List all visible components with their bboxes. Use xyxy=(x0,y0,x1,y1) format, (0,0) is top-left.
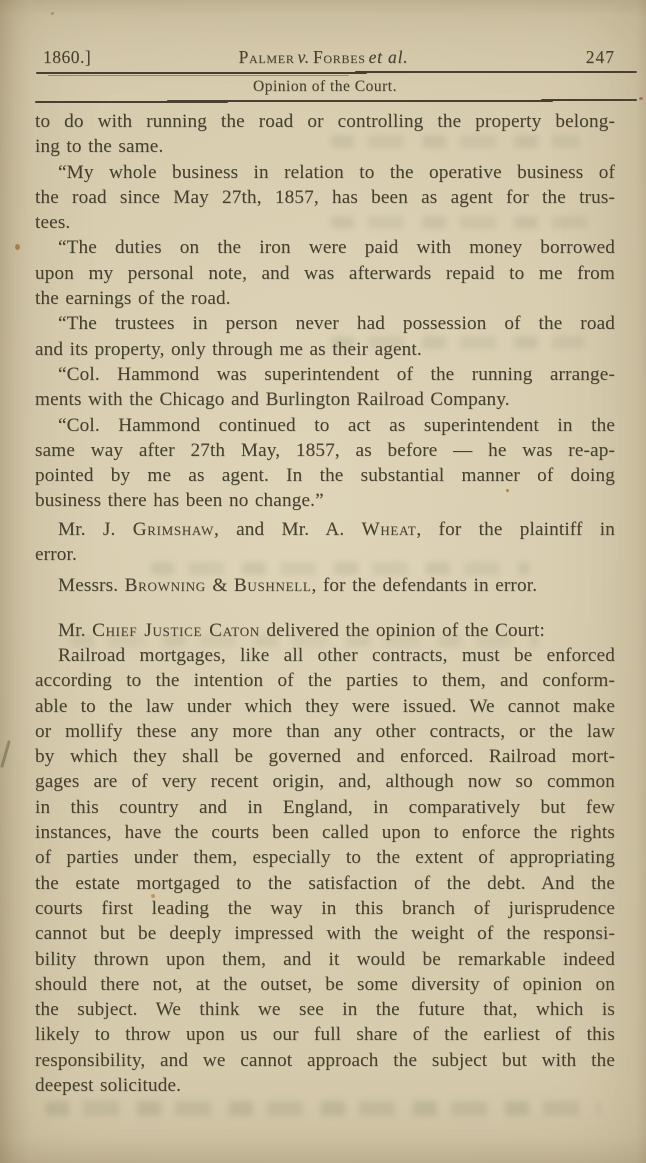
text-segment: able to the law under which they were issued. We cannot make xyxy=(35,695,615,717)
text-segment: according to the intention of the parties to them, and conform- xyxy=(35,670,615,692)
body-line xyxy=(35,820,615,845)
text-segment: of parties under them, especially to the extent of appropriating xyxy=(35,847,615,869)
text-segment: “The trustees in person never had possession of the road xyxy=(58,313,615,335)
small-caps-name: Chief Justice Caton xyxy=(92,619,260,641)
paragraph xyxy=(35,413,615,514)
body-line xyxy=(35,845,615,870)
paragraph xyxy=(35,643,615,1098)
body-line xyxy=(35,134,615,159)
body-line xyxy=(35,618,615,643)
small-caps-name: Wheat xyxy=(361,518,417,540)
text-segment: ing to the same. xyxy=(35,136,164,158)
text-segment: Mr. xyxy=(58,619,93,641)
body-line xyxy=(35,109,615,134)
body-line xyxy=(35,463,615,488)
case-versus: v. xyxy=(297,47,310,67)
paragraph xyxy=(35,517,615,568)
body-line xyxy=(35,871,615,896)
body-line xyxy=(35,972,615,997)
text-segment: Mr. J. xyxy=(58,518,133,540)
body-line xyxy=(35,694,615,719)
paragraph xyxy=(35,618,615,643)
body-line xyxy=(35,795,615,820)
body-line xyxy=(35,311,615,336)
text-segment: business there has been no change.” xyxy=(35,490,324,512)
paragraph xyxy=(35,109,615,160)
text-segment: pointed by me as agent. In the substantial manner of doing xyxy=(35,465,615,487)
body-line xyxy=(35,235,615,260)
body-line xyxy=(35,947,615,972)
text-segment: gages are of very recent origin, and, although now so common xyxy=(35,771,615,793)
body-line xyxy=(35,438,615,463)
bleedthrough-smudge xyxy=(45,1101,600,1116)
text-segment: , for the defendants in error. xyxy=(311,575,538,597)
body-line xyxy=(35,387,615,412)
text-segment: , and Mr. A. xyxy=(213,518,362,540)
small-caps-name: Browning xyxy=(124,575,206,597)
foxing-spot xyxy=(15,244,20,250)
body-line xyxy=(35,921,615,946)
small-caps-name: Bushnell xyxy=(233,575,312,597)
text-segment: “Col. Hammond continued to act as superintendent in the xyxy=(58,414,615,436)
paragraph xyxy=(35,573,615,598)
text-segment: & xyxy=(205,575,234,597)
body-line xyxy=(35,542,615,567)
paragraph xyxy=(35,235,615,311)
body-line xyxy=(35,643,615,668)
body-line xyxy=(35,668,615,693)
text-segment: responsibility, and we cannot approach the subject but with the xyxy=(35,1049,615,1071)
body-line xyxy=(35,896,615,921)
body-line xyxy=(35,1048,615,1073)
text-segment: the estate mortgaged to the satisfaction of the debt. And the xyxy=(35,872,615,894)
body-line xyxy=(35,997,615,1022)
text-segment: deepest solicitude. xyxy=(35,1074,182,1096)
body-line xyxy=(35,160,615,185)
text-segment: , for the plaintiff in xyxy=(416,518,615,540)
body-line xyxy=(35,261,615,286)
text-segment: “The duties on the iron were paid with money borrowed xyxy=(58,237,615,259)
foxing-spot xyxy=(51,12,54,15)
body-line xyxy=(35,744,615,769)
pencil-mark xyxy=(0,740,11,768)
text-segment: “My whole business in relation to the operative business of xyxy=(58,161,615,183)
text-segment: the road since May 27th, 1857, has been as agent for the trus- xyxy=(35,186,615,208)
text-segment: the earnings of the road. xyxy=(35,288,231,310)
text-segment: tees. xyxy=(35,212,71,234)
case-plaintiff: Palmer xyxy=(238,47,295,67)
page-header xyxy=(35,46,615,68)
paragraph xyxy=(35,311,615,362)
small-caps-name: Grimshaw xyxy=(132,518,214,540)
text-segment: the subject. We think we see in the future that, which is xyxy=(35,999,615,1021)
text-segment: “Col. Hammond was superintendent of the running arrange- xyxy=(58,363,615,385)
body-line xyxy=(35,185,615,210)
text-segment: instances, have the courts been called upon to enforce the rights xyxy=(35,822,615,844)
text-segment: in this country and in England, in comparatively but few xyxy=(35,796,615,818)
text-segment: by which they shall be governed and enforced. Railroad mort- xyxy=(35,746,615,768)
body-line xyxy=(35,719,615,744)
body-line xyxy=(35,1073,615,1098)
body-line xyxy=(35,573,615,598)
page-number: 247 xyxy=(585,47,615,67)
body-line xyxy=(35,488,615,513)
running-head: Opinion of the Court. xyxy=(253,78,397,95)
text-segment: Messrs. xyxy=(58,575,125,597)
foxing-spot xyxy=(639,97,643,100)
text-segment: ments with the Chicago and Burlington Railroad Company. xyxy=(35,389,510,411)
case-defendant: Forbes xyxy=(312,47,366,67)
text-segment: upon my personal note, and was afterwards repaid to me from xyxy=(35,262,615,284)
body-line xyxy=(35,769,615,794)
body-line xyxy=(35,1022,615,1047)
text-segment: likely to throw upon us our full share of the earliest of this xyxy=(35,1024,615,1046)
body-line xyxy=(35,286,615,311)
text-segment: Railroad mortgages, like all other contracts, must be enforced xyxy=(58,644,615,666)
year-label: 1860.] xyxy=(43,47,92,67)
paragraph xyxy=(35,362,615,413)
text-segment: bility thrown upon them, and it would be remarkable indeed xyxy=(35,948,615,970)
text-segment: delivered the opinion of the Court: xyxy=(259,619,545,641)
body-line xyxy=(35,210,615,235)
text-segment: to do with running the road or controlling the property belong- xyxy=(35,111,615,132)
page-body xyxy=(35,109,615,1098)
text-segment: and its property, only through me as their agent. xyxy=(35,338,422,360)
body-line xyxy=(35,517,615,542)
text-segment: same way after 27th May, 1857, as before — he was re-ap- xyxy=(35,439,615,461)
text-segment: cannot but be deeply impressed with the weight of the responsi- xyxy=(35,923,615,945)
text-segment: or mollify these any more than any other contracts, or the law xyxy=(35,720,615,742)
text-segment: error. xyxy=(35,544,77,566)
running-head-rule xyxy=(35,99,637,105)
case-etal: et al. xyxy=(368,47,409,67)
text-segment: courts first leading the way in this branch of jurisprudence xyxy=(35,897,615,919)
paragraph xyxy=(35,160,615,236)
header-rule xyxy=(36,71,637,77)
text-segment: should there not, at the outset, be some diversity of opinion on xyxy=(35,973,615,995)
body-line xyxy=(35,337,615,362)
case-title xyxy=(239,46,412,68)
body-line xyxy=(35,362,615,387)
body-line xyxy=(35,413,615,438)
